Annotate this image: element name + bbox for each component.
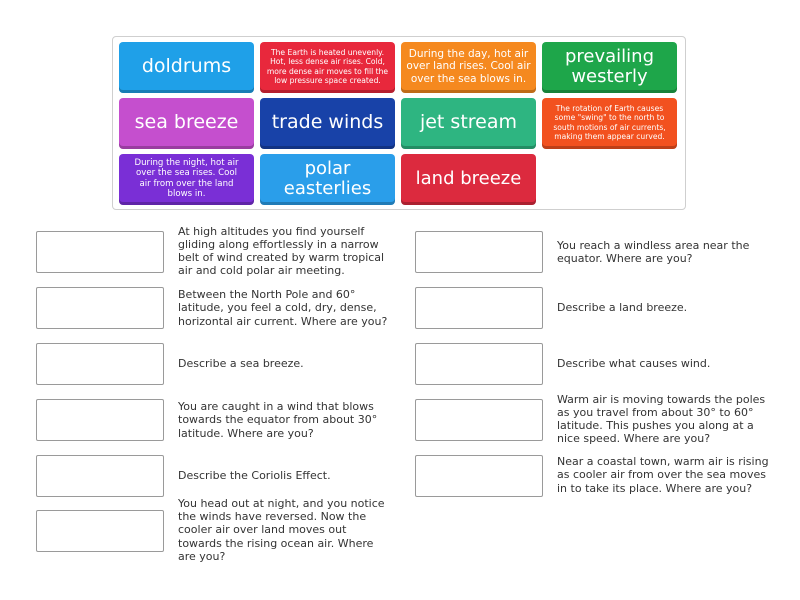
question-text: Describe what causes wind. <box>557 357 711 371</box>
drop-slot[interactable] <box>36 510 164 552</box>
tile-label: prevailing westerly <box>564 45 655 87</box>
answer-bank <box>112 36 686 210</box>
drop-slot[interactable] <box>415 455 543 497</box>
drop-slot[interactable] <box>36 343 164 385</box>
drop-slot[interactable] <box>415 231 543 273</box>
tile-day-sea-breeze[interactable] <box>401 42 536 93</box>
question-text: Describe a sea breeze. <box>178 357 304 371</box>
tile-land-breeze[interactable] <box>401 154 536 205</box>
question-text: Describe a land breeze. <box>557 301 688 315</box>
question-text: You are caught in a wind that blows towards the equator from about 30° latitude. Where are you? <box>178 400 378 440</box>
tile-label: trade winds <box>271 110 384 133</box>
drop-slot[interactable] <box>36 231 164 273</box>
tile-label: doldrums <box>141 54 232 77</box>
tile-night-land-breeze[interactable] <box>119 154 254 205</box>
tile-polar-easterlies[interactable] <box>260 154 395 205</box>
question-text: At high altitudes you find yourself gliding along effortlessly in a narrow belt of wind created by warm tropical air and cold polar air meeting. <box>178 224 385 278</box>
question-text: Describe the Coriolis Effect. <box>178 469 331 483</box>
tile-wind-cause[interactable] <box>260 42 395 93</box>
drop-slot[interactable] <box>36 287 164 329</box>
drop-slot[interactable] <box>36 455 164 497</box>
drop-slot[interactable] <box>36 399 164 441</box>
drop-slot[interactable] <box>415 287 543 329</box>
question-text: Between the North Pole and 60° latitude, you feel a cold, dry, dense, horizontal air current. Where are you? <box>178 288 388 328</box>
tile-label: During the day, hot air over land rises. Cool air over the sea blows in. <box>406 47 531 85</box>
tile-jet-stream[interactable] <box>401 98 536 149</box>
question-text: Warm air is moving towards the poles as you travel from about 30° to 60° latitude. This pushes you along at a nice speed. Where are you? <box>557 392 766 446</box>
tile-label: polar easterlies <box>283 157 372 199</box>
tile-label: jet stream <box>419 110 518 133</box>
tile-coriolis[interactable] <box>542 98 677 149</box>
tile-label: land breeze <box>415 167 522 189</box>
tile-label: During the night, hot air over the sea rises. Cool air from over the land blows in. <box>134 157 239 199</box>
tile-label: sea breeze <box>134 110 239 133</box>
tile-prevailing-westerly[interactable] <box>542 42 677 93</box>
tile-sea-breeze[interactable] <box>119 98 254 149</box>
drop-slot[interactable] <box>415 399 543 441</box>
tile-label: The Earth is heated unevenly. Hot, less dense air rises. Cold, more dense air moves to fill the low pressure space created. <box>266 48 389 85</box>
drop-slot[interactable] <box>415 343 543 385</box>
question-text: Near a coastal town, warm air is rising as cooler air from over the sea moves in to take its place. Where are you? <box>557 455 769 495</box>
question-text: You reach a windless area near the equator. Where are you? <box>557 238 750 265</box>
tile-label: The rotation of Earth causes some "swing" to the north to south motions of air currents, making them appear curved. <box>553 104 666 141</box>
question-text: You head out at night, and you notice the winds have reversed. Now the cooler air over land moves out towards the rising ocean air. Where are you? <box>178 497 385 563</box>
tile-doldrums[interactable] <box>119 42 254 93</box>
tile-trade-winds[interactable] <box>260 98 395 149</box>
